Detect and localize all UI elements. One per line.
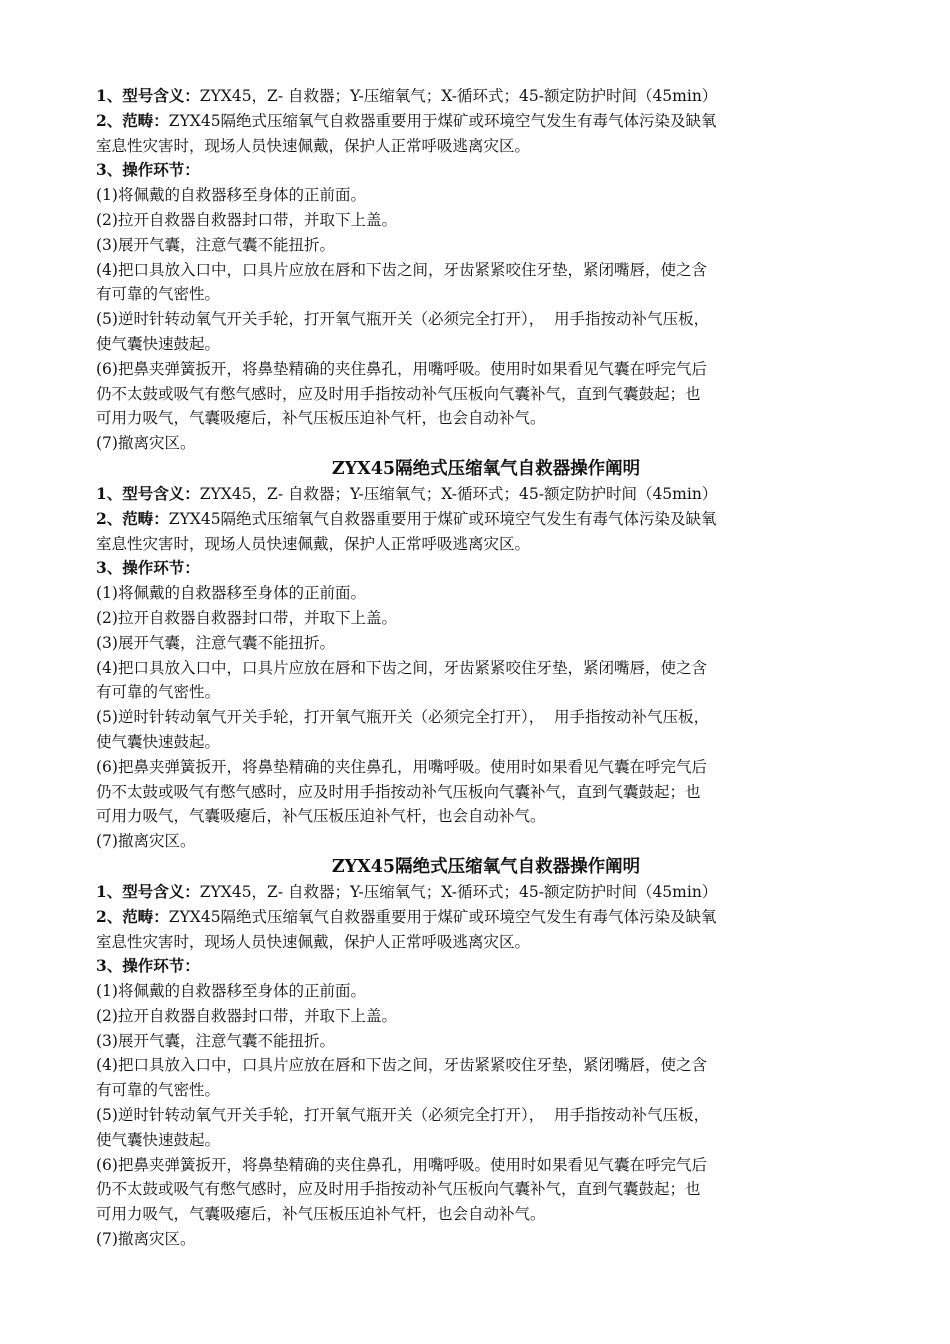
- step-line: 仍不太鼓或吸气有憋气感时，应及时用手指按动补气压板向气囊补气，直到气囊鼓起；也: [96, 1180, 701, 1199]
- model-meaning-text: ZYX45，Z- 自救器；Y-压缩氧气；X-循环式；45-额定防护时间（45min）: [199, 87, 718, 105]
- document-page: [96, 84, 876, 1252]
- step-line: (1)将佩戴的自救器移至身体的正前面。: [96, 186, 366, 205]
- step-line: (6)把鼻夹弹簧扳开，将鼻垫精确的夹住鼻孔，用嘴呼吸。使用时如果看见气囊在呼完气后: [96, 1155, 707, 1174]
- step-line: (3)展开气囊，注意气囊不能扭折。: [96, 633, 335, 652]
- scope-line-2: 室息性灾害时，现场人员快速佩戴，保护人正常呼吸逃离灾区。: [96, 136, 531, 155]
- step-line: 有可靠的气密性。: [96, 285, 221, 304]
- scope-line-2: 室息性灾害时，现场人员快速佩戴，保护人正常呼吸逃离灾区。: [96, 534, 531, 553]
- section-block-3: [96, 880, 876, 1252]
- step-line: 有可靠的气密性。: [96, 683, 221, 702]
- step-line: (3)展开气囊，注意气囊不能扭折。: [96, 235, 335, 254]
- step-line: (5)逆时针转动氧气开关手轮，打开氧气瓶开关（必须完全打开）， 用手指按动补气压板，: [96, 1106, 710, 1125]
- step-line: 有可靠的气密性。: [96, 1081, 221, 1100]
- model-meaning-line: [96, 482, 876, 507]
- step-line: 使气囊快速鼓起。: [96, 334, 221, 353]
- step-line: 仍不太鼓或吸气有憋气感时，应及时用手指按动补气压板向气囊补气，直到气囊鼓起；也: [96, 384, 701, 403]
- step-line: (2)拉开自救器自救器封口带，并取下上盖。: [96, 1006, 397, 1025]
- step-line: (6)把鼻夹弹簧扳开，将鼻垫精确的夹住鼻孔，用嘴呼吸。使用时如果看见气囊在呼完气后: [96, 359, 707, 378]
- scope-line-1: [96, 109, 876, 134]
- scope-text-1: ZYX45隔绝式压缩氧气自救器重要用于煤矿或环境空气发生有毒气体污染及缺氧: [168, 907, 717, 926]
- step-line: (1)将佩戴的自救器移至身体的正前面。: [96, 982, 366, 1001]
- scope-text-1: ZYX45隔绝式压缩氧气自救器重要用于煤矿或环境空气发生有毒气体污染及缺氧: [168, 509, 717, 528]
- steps-heading: 3、操作环节：: [96, 956, 200, 976]
- scope-label: 2、范畴：: [96, 110, 169, 130]
- model-meaning-line: [96, 880, 876, 905]
- section-block-2: [96, 482, 876, 854]
- step-line: 可用力吸气，气囊吸瘪后，补气压板压迫补气杆，也会自动补气。: [96, 1205, 546, 1224]
- model-meaning-label: 1、型号含义：: [96, 86, 200, 105]
- step-line: 使气囊快速鼓起。: [96, 732, 221, 751]
- document-title: ZYX45隔绝式压缩氧气自救器操作阐明: [331, 458, 641, 479]
- step-line: 仍不太鼓或吸气有憋气感时，应及时用手指按动补气压板向气囊补气，直到气囊鼓起；也: [96, 782, 701, 801]
- step-line: (4)把口具放入口中，口具片应放在唇和下齿之间，牙齿紧紧咬住牙垫，紧闭嘴唇，使之含: [96, 1056, 707, 1075]
- step-line: (1)将佩戴的自救器移至身体的正前面。: [96, 584, 366, 603]
- steps-heading: 3、操作环节：: [96, 558, 200, 578]
- step-line: (2)拉开自救器自救器封口带，并取下上盖。: [96, 608, 397, 627]
- model-meaning-label: 1、型号含义：: [96, 483, 200, 503]
- scope-line-1: [96, 905, 876, 930]
- section-block-1: [96, 84, 876, 456]
- model-meaning-text: ZYX45，Z- 自救器；Y-压缩氧气；X-循环式；45-额定防护时间（45min）: [199, 484, 718, 503]
- step-line: 可用力吸气，气囊吸瘪后，补气压板压迫补气杆，也会自动补气。: [96, 807, 546, 826]
- scope-line-2: 室息性灾害时，现场人员快速佩戴，保护人正常呼吸逃离灾区。: [96, 932, 531, 951]
- scope-line-1: [96, 507, 876, 532]
- step-line: 使气囊快速鼓起。: [96, 1130, 221, 1149]
- model-meaning-text: ZYX45，Z- 自救器；Y-压缩氧气；X-循环式；45-额定防护时间（45min）: [199, 882, 718, 901]
- step-line: (5)逆时针转动氧气开关手轮，打开氧气瓶开关（必须完全打开）， 用手指按动补气压板，: [96, 310, 710, 329]
- step-line: 可用力吸气，气囊吸瘪后，补气压板压迫补气杆，也会自动补气。: [96, 409, 546, 428]
- steps-heading: 3、操作环节：: [96, 160, 200, 180]
- document-title: ZYX45隔绝式压缩氧气自救器操作阐明: [331, 856, 641, 877]
- model-meaning-line: [96, 84, 876, 109]
- step-line: (3)展开气囊，注意气囊不能扭折。: [96, 1031, 335, 1050]
- scope-text-1: ZYX45隔绝式压缩氧气自救器重要用于煤矿或环境空气发生有毒气体污染及缺氧: [168, 111, 717, 130]
- scope-label: 2、范畴：: [96, 906, 169, 926]
- step-line: (6)把鼻夹弹簧扳开，将鼻垫精确的夹住鼻孔，用嘴呼吸。使用时如果看见气囊在呼完气后: [96, 757, 707, 776]
- step-line: (2)拉开自救器自救器封口带，并取下上盖。: [96, 210, 397, 229]
- model-meaning-label: 1、型号含义：: [96, 881, 200, 901]
- step-line: (7)撤离灾区。: [96, 1230, 196, 1249]
- scope-label: 2、范畴：: [96, 508, 169, 528]
- step-line: (5)逆时针转动氧气开关手轮，打开氧气瓶开关（必须完全打开）， 用手指按动补气压板，: [96, 708, 710, 727]
- step-line: (4)把口具放入口中，口具片应放在唇和下齿之间，牙齿紧紧咬住牙垫，紧闭嘴唇，使之含: [96, 260, 707, 279]
- step-line: (7)撤离灾区。: [96, 434, 196, 453]
- step-line: (7)撤离灾区。: [96, 832, 196, 851]
- step-line: (4)把口具放入口中，口具片应放在唇和下齿之间，牙齿紧紧咬住牙垫，紧闭嘴唇，使之含: [96, 658, 707, 677]
